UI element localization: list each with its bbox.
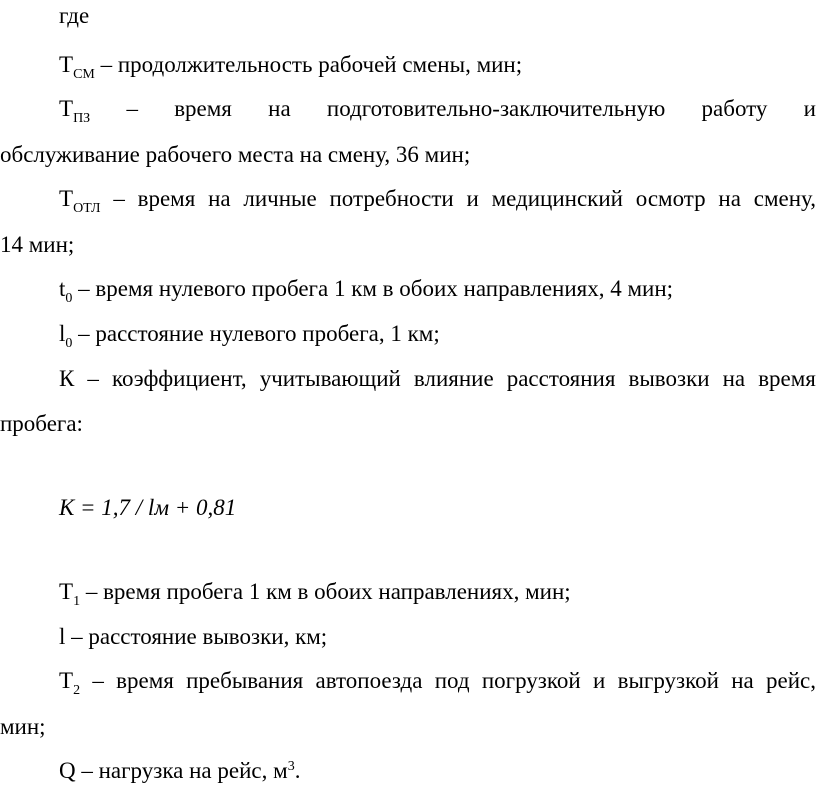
word: –: [126, 96, 138, 121]
word: К: [59, 366, 75, 391]
word: время: [174, 96, 232, 121]
symbol-with-sub: $Т_2$: [59, 668, 81, 698]
definition-k-line2: пробега:: [0, 411, 83, 436]
definition-t-otl-line1: [59, 186, 816, 216]
word: пребывания: [186, 668, 304, 693]
definition-q: Q – нагрузка на рейс, $м^3$.: [59, 758, 301, 783]
word: под: [434, 668, 470, 693]
intro-text: где: [59, 3, 90, 28]
word: подготовительно-заключительную: [326, 96, 666, 121]
word: осмотр: [635, 186, 706, 211]
definition-t1: [59, 579, 816, 609]
definition-t2-line1: [59, 668, 816, 698]
definition-text: – расстояние нулевого пробега, 1 км;: [72, 321, 440, 346]
word: влияние: [413, 366, 494, 391]
symbol: l: [59, 321, 66, 346]
symbol: Т: [59, 579, 74, 604]
word: на: [731, 668, 754, 693]
word: и: [466, 186, 479, 211]
word: выгрузкой: [617, 668, 719, 693]
word: время: [137, 186, 196, 211]
definition-t2-line2: мин;: [0, 714, 46, 739]
definition-t0: [59, 276, 816, 306]
word: и: [803, 96, 816, 121]
word: автопоезда: [315, 668, 423, 693]
word: вывозки: [628, 366, 710, 391]
word: личные: [243, 186, 317, 211]
definition-t-otl-line2: 14 мин;: [0, 232, 75, 257]
word: учитывающий: [259, 366, 401, 391]
subscript: 1: [73, 594, 81, 609]
definition-text: – время пробега 1 км в обоих направлениях, мин;: [80, 579, 571, 604]
word: на: [268, 96, 291, 121]
word: потребности: [329, 186, 454, 211]
subscript: 0: [65, 336, 73, 351]
definition-l: l – расстояние вывозки, км;: [59, 624, 328, 649]
symbol: t: [59, 276, 66, 301]
formula: К = 1,7 / lм + 0,81: [59, 495, 237, 520]
symbol-with-sub: $Т_{ПЗ}$: [59, 96, 91, 126]
word: –: [92, 668, 104, 693]
word: время: [758, 366, 816, 391]
word: на: [718, 186, 741, 211]
word: рейс,: [766, 668, 816, 693]
word: на: [208, 186, 231, 211]
word: –: [113, 186, 125, 211]
word: работу: [701, 96, 768, 121]
definition-text: – время нулевого пробега 1 км в обоих направлениях, 4 мин;: [72, 276, 674, 301]
word: коэффициент,: [111, 366, 247, 391]
symbol: Т: [59, 52, 74, 77]
word: время: [116, 668, 174, 693]
symbol-with-sub: $Т_{ОТЛ}$: [59, 186, 101, 216]
superscript: 3: [287, 759, 295, 774]
word: на: [722, 366, 746, 391]
word: расстояния: [506, 366, 616, 391]
subscript: 0: [65, 291, 73, 306]
word: –: [87, 366, 99, 391]
definition-t-pz-line1: [59, 96, 816, 126]
word: медицинский: [491, 186, 623, 211]
definition-l0: [59, 321, 816, 351]
definition-t-sm: [59, 52, 816, 82]
definition-k-line1: [59, 367, 816, 390]
definition-text: – продолжительность рабочей смены, мин;: [94, 52, 523, 77]
word: смену,: [753, 186, 816, 211]
definition-t-pz-line2: обслуживание рабочего места на смену, 36 мин;: [0, 142, 471, 167]
word: погрузкой: [481, 668, 581, 693]
subscript: СМ: [73, 67, 95, 82]
word: и: [592, 668, 606, 693]
